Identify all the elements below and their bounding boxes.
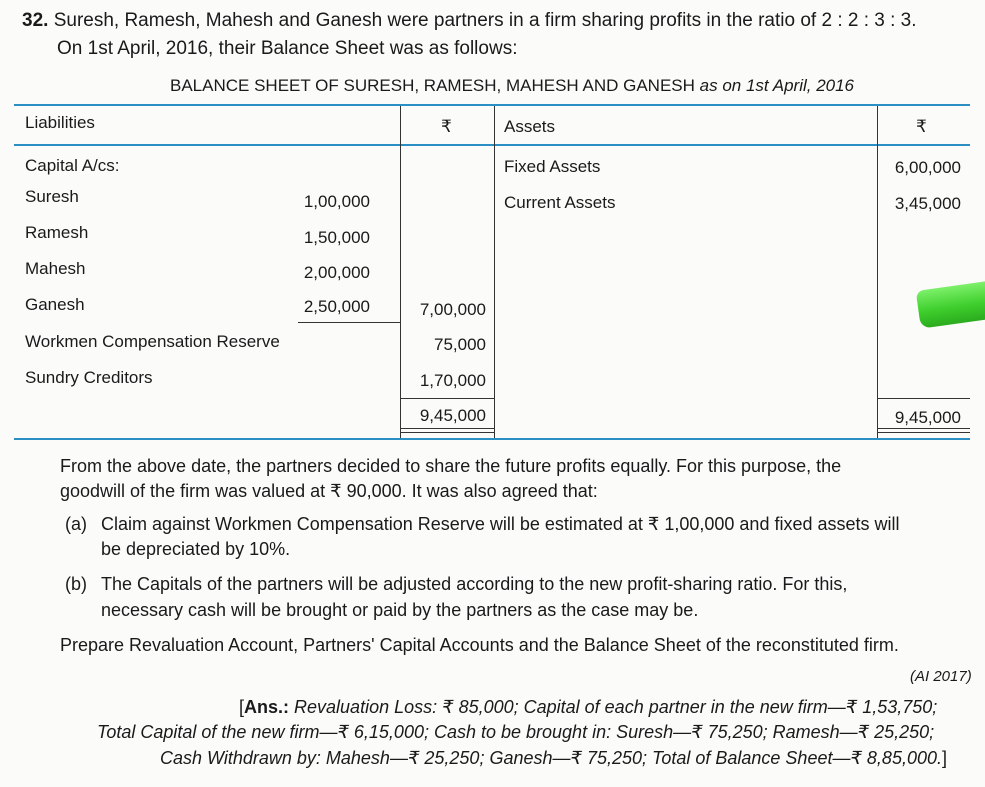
header-rupee-left: ₹ bbox=[441, 117, 452, 136]
header-rupee-right: ₹ bbox=[916, 117, 927, 136]
asset-total-rule-dbl1 bbox=[877, 428, 970, 429]
question-number: 32. bbox=[22, 10, 49, 31]
table-top-rule bbox=[14, 104, 970, 106]
answer-text-3: Cash Withdrawn by: Mahesh—₹ 25,250; Ganesh—₹ 75,250; Total of Balance Sheet—₹ 8,85,000. bbox=[160, 748, 942, 768]
partner-name-ramesh: Ramesh bbox=[25, 223, 89, 242]
table-bottom-rule bbox=[14, 438, 970, 440]
item-b-line-2: necessary cash will be brought or paid by the partners as the case may be. bbox=[101, 600, 699, 620]
source-citation: (AI 2017) bbox=[910, 668, 972, 685]
answer-close-bracket: ] bbox=[942, 748, 948, 768]
capital-label: Capital A/cs: bbox=[25, 156, 120, 175]
answer-open-bracket: [ bbox=[239, 697, 245, 717]
asset-name-fixed: Fixed Assets bbox=[504, 157, 601, 176]
paragraph-1-line-2: goodwill of the firm was valued at ₹ 90,000. It was also agreed that: bbox=[60, 481, 598, 501]
partner-amount-suresh: 1,00,000 bbox=[303, 192, 370, 211]
table-divider-3 bbox=[877, 106, 878, 438]
partner-amount-mahesh: 2,00,000 bbox=[303, 263, 370, 282]
workmen-amount: 75,000 bbox=[434, 335, 486, 354]
partner-amount-ganesh: 2,50,000 bbox=[303, 297, 370, 316]
item-a-line-1: Claim against Workmen Compensation Reserve will be estimated at ₹ 1,00,000 and fixed assets will bbox=[101, 514, 900, 534]
assets-total: 9,45,000 bbox=[894, 408, 961, 427]
partner-name-mahesh: Mahesh bbox=[25, 259, 86, 278]
partner-name-ganesh: Ganesh bbox=[25, 295, 85, 314]
question-line-2: On 1st April, 2016, their Balance Sheet was as follows: bbox=[57, 38, 518, 59]
asset-amount-fixed: 6,00,000 bbox=[894, 158, 961, 177]
table-divider-2 bbox=[494, 106, 495, 438]
question-text-1: Suresh, Ramesh, Mahesh and Ganesh were partners in a firm sharing profits in the ratio of 2 : 2 : 3 : 3. bbox=[53, 10, 917, 31]
capital-subtotal-rule bbox=[298, 322, 400, 323]
liab-total-rule-dbl1 bbox=[400, 428, 494, 429]
question-line-1 bbox=[22, 10, 917, 32]
answer-text-1: Revaluation Loss: ₹ 85,000; Capital of each partner in the new firm—₹ 1,53,750; bbox=[294, 697, 938, 717]
workmen-label: Workmen Compensation Reserve bbox=[25, 332, 280, 351]
liabilities-total: 9,45,000 bbox=[419, 406, 486, 425]
table-header-rule bbox=[14, 144, 970, 146]
asset-name-current: Current Assets bbox=[504, 193, 616, 212]
asset-total-rule-top bbox=[877, 398, 970, 399]
item-b-label: (b) bbox=[65, 574, 87, 594]
header-assets: Assets bbox=[504, 117, 556, 136]
answer-line-3 bbox=[160, 748, 947, 769]
balance-sheet-title bbox=[170, 76, 854, 96]
partner-name-suresh: Suresh bbox=[25, 187, 79, 206]
paragraph-1-line-1: From the above date, the partners decided to share the future profits equally. For this purpose, the bbox=[60, 456, 842, 476]
creditors-amount: 1,70,000 bbox=[419, 371, 486, 390]
asset-amount-current: 3,45,000 bbox=[894, 194, 961, 213]
answer-line-2: Total Capital of the new firm—₹ 6,15,000; Cash to be brought in: Suresh—₹ 75,250; Ramesh—₹ 25,250; bbox=[97, 722, 935, 742]
highlighter-marker bbox=[916, 281, 985, 328]
liab-total-rule-top bbox=[400, 398, 494, 399]
partner-amount-ramesh: 1,50,000 bbox=[303, 228, 370, 247]
item-a-line-2: be depreciated by 10%. bbox=[101, 539, 291, 559]
answer-label: Ans.: bbox=[244, 697, 290, 717]
creditors-label: Sundry Creditors bbox=[25, 368, 153, 387]
balance-sheet-title-main: BALANCE SHEET OF SURESH, RAMESH, MAHESH AND GANESH bbox=[170, 76, 695, 95]
prepare-instruction: Prepare Revaluation Account, Partners' Capital Accounts and the Balance Sheet of the reconstituted firm. bbox=[60, 635, 899, 655]
answer-line-1 bbox=[239, 697, 937, 718]
liab-total-rule-dbl2 bbox=[400, 432, 494, 433]
item-b-line-1: The Capitals of the partners will be adjusted according to the new profit-sharing ratio. For this, bbox=[101, 574, 848, 594]
balance-sheet-title-date: as on 1st April, 2016 bbox=[699, 76, 855, 95]
capital-total: 7,00,000 bbox=[419, 300, 486, 319]
asset-total-rule-dbl2 bbox=[877, 432, 970, 433]
item-a-label: (a) bbox=[65, 514, 87, 534]
header-liabilities: Liabilities bbox=[25, 113, 95, 132]
